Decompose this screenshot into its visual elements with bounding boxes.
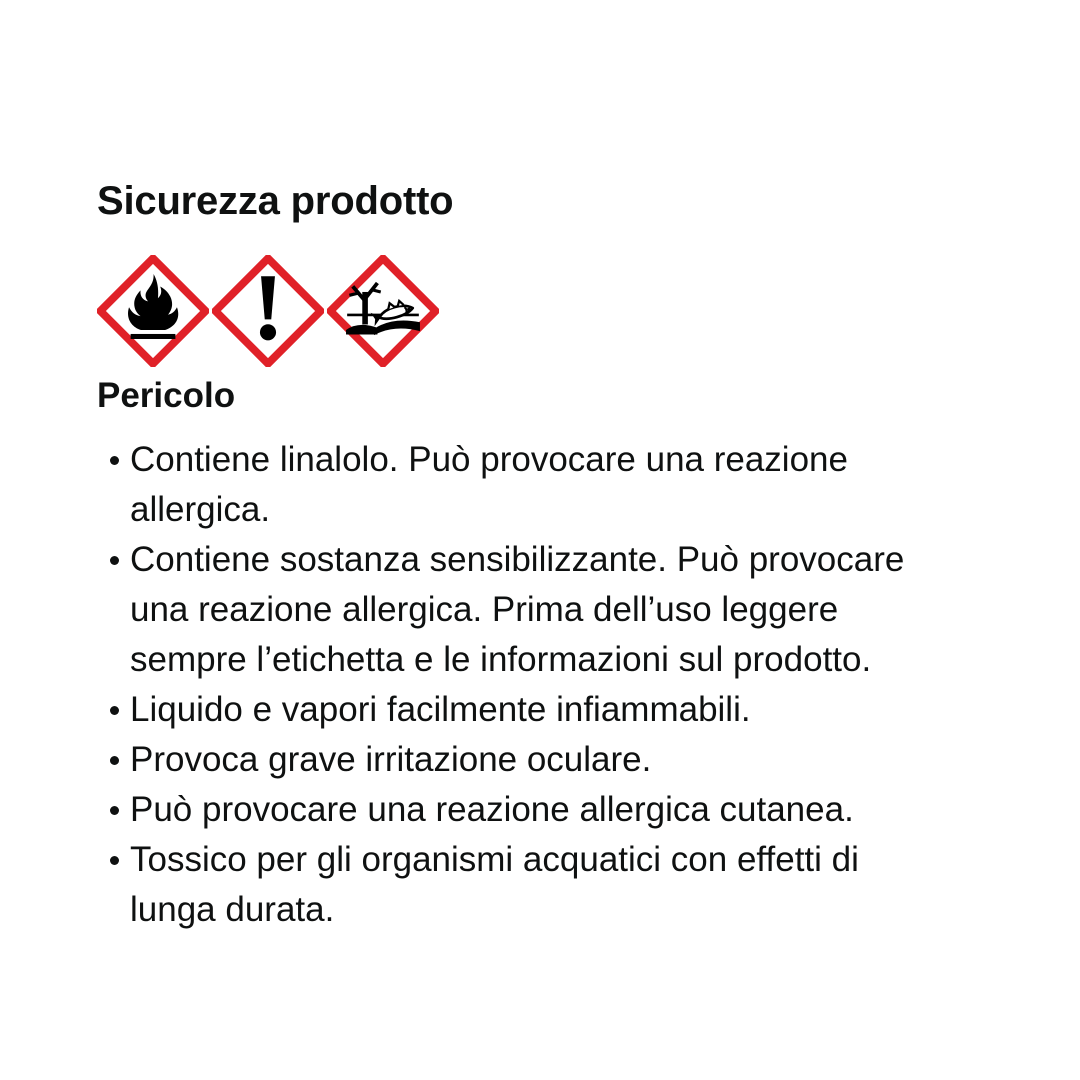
hazard-statement: Liquido e vapori facilmente infiammabili. bbox=[97, 685, 930, 735]
exclamation-mark-icon bbox=[212, 255, 324, 367]
aquatic-environment-icon bbox=[327, 255, 439, 367]
product-safety-section bbox=[97, 177, 947, 935]
hazard-statement: Contiene linalolo. Può provocare una reazione allergica. bbox=[97, 435, 930, 535]
ghs-pictogram-row bbox=[97, 255, 947, 367]
flame-icon bbox=[97, 255, 209, 367]
hazard-statement: Può provocare una reazione allergica cutanea. bbox=[97, 785, 930, 835]
hazard-statement: Provoca grave irritazione oculare. bbox=[97, 735, 930, 785]
hazard-statement-list bbox=[97, 435, 930, 935]
hazard-statement: Tossico per gli organismi acquatici con effetti di lunga durata. bbox=[97, 835, 930, 935]
hazard-statement: Contiene sostanza sensibilizzante. Può provocare una reazione allergica. Prima dell’uso leggere sempre l’etichetta e le informazioni sul prodotto. bbox=[97, 535, 930, 685]
signal-word: Pericolo bbox=[97, 376, 236, 415]
page-title: Sicurezza prodotto bbox=[97, 179, 454, 223]
